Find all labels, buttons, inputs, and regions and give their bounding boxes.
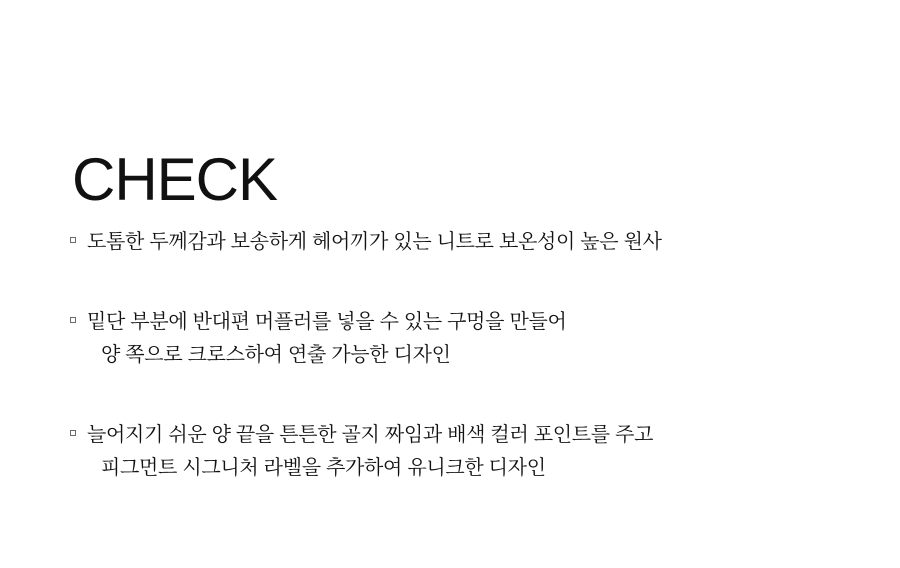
square-bullet-icon — [70, 237, 76, 243]
list-item — [70, 306, 870, 372]
list-item-line: 늘어지기 쉬운 양 끝을 튼튼한 골지 짜임과 배색 컬러 포인트를 주고 — [87, 424, 654, 446]
bullet-list — [70, 226, 870, 485]
list-item-line: 양 쪽으로 크로스하여 연출 가능한 디자인 — [101, 344, 451, 366]
list-item — [70, 419, 870, 485]
list-item — [70, 226, 870, 259]
list-item-text — [87, 419, 870, 485]
list-item-line: 밑단 부분에 반대편 머플러를 넣을 수 있는 구멍을 만들어 — [87, 311, 567, 333]
square-bullet-icon — [70, 430, 76, 436]
list-item-text — [87, 306, 870, 372]
list-item-line: 피그먼트 시그니처 라벨을 추가하여 유니크한 디자인 — [101, 457, 546, 479]
square-bullet-icon — [70, 317, 76, 323]
list-item-line: 도톰한 두께감과 보송하게 헤어끼가 있는 니트로 보온성이 높은 원사 — [87, 231, 662, 253]
list-item-text — [87, 226, 870, 259]
page-title: CHECK — [72, 146, 278, 214]
